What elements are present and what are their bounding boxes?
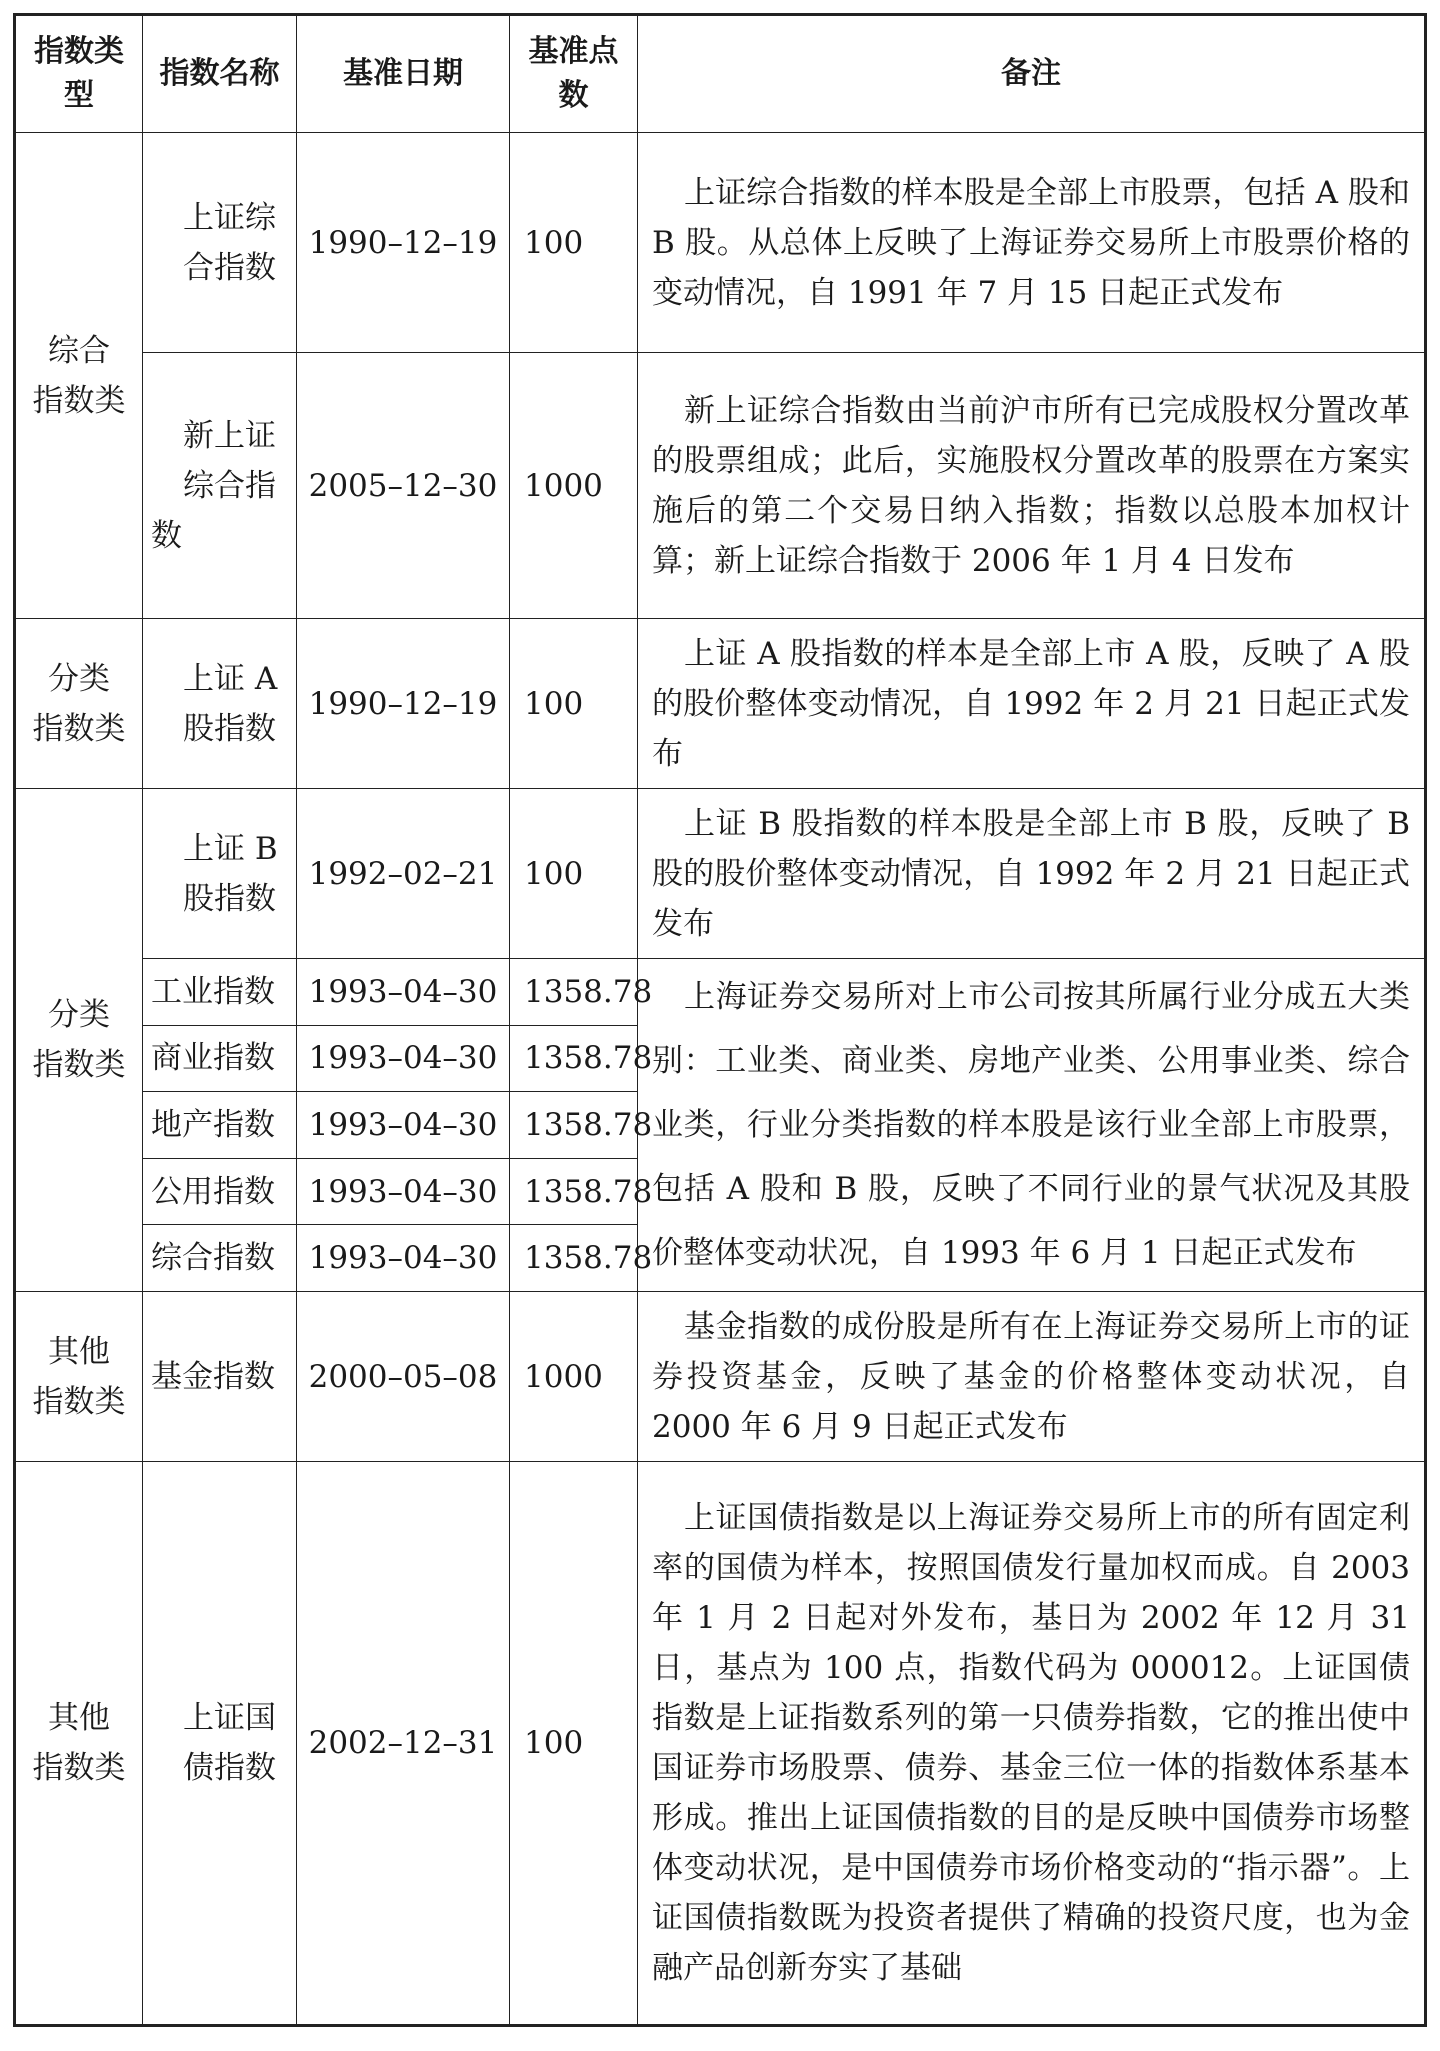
header-row: [15, 15, 1426, 133]
name-cell: [143, 789, 297, 959]
date-cell: 1993–04–30: [297, 959, 510, 1026]
cell-text-line: 综合指数: [151, 467, 276, 554]
cell-text-line: 点数: [558, 34, 619, 113]
points-cell: 1358.78: [510, 959, 638, 1026]
header-note: 备注: [638, 15, 1426, 133]
cell-text-line: 基准: [528, 34, 589, 69]
date-cell: 2002–12–31: [297, 1462, 510, 2026]
name-cell: [143, 619, 297, 789]
cell-text-line: 综合: [48, 332, 110, 369]
cell-text-line: 指数类: [32, 1750, 126, 1786]
cell-text-line: 日期: [403, 56, 463, 91]
type-cell: [15, 619, 143, 789]
type-cell: [15, 789, 143, 1292]
cell-text-line: 债指数: [183, 1750, 276, 1786]
name-cell: 地产指数: [143, 1092, 297, 1159]
cell-text-line: 股指数: [183, 710, 276, 747]
note-cell: 新上证综合指数由当前沪市所有已完成股权分置改革的股票组成；此后，实施股权分置改革的股票在方案实施后的第二个交易日纳入指数；指数以总股本加权计算；新上证综合指数于 2006 年 1 月 4 日发布: [638, 353, 1426, 619]
cell-text-line: 指数: [159, 56, 220, 91]
cell-text-line: 类型: [64, 34, 124, 113]
cell-text-line: 上证 A: [183, 660, 278, 697]
date-cell: 1993–04–30: [297, 1225, 510, 1292]
cell-text-line: 分类: [48, 997, 110, 1033]
type-cell: [15, 133, 143, 619]
header-type: [15, 15, 143, 133]
date-cell: 1990–12–19: [297, 619, 510, 789]
cell-text-line: 其他: [48, 1700, 110, 1736]
points-cell: 1000: [510, 353, 638, 619]
points-cell: 100: [510, 1462, 638, 2026]
cell-text-line: 上证 B: [183, 830, 278, 867]
date-cell: 1992–02–21: [297, 789, 510, 959]
cell-text-line: 上证国: [183, 1700, 276, 1736]
cell-text-line: 指数类: [32, 710, 126, 747]
note-cell: 上海证券交易所对上市公司按其所属行业分成五大类别：工业类、商业类、房地产业类、公用事业类、综合业类，行业分类指数的样本股是该行业全部上市股票，包括 A 股和 B 股，反映了不同行业的景气状况及其股价整体变动状况，自 1993 年 6 月 1 日起正式发布: [638, 959, 1426, 1292]
header-points: [510, 15, 638, 133]
points-cell: 100: [510, 789, 638, 959]
points-cell: 1000: [510, 1292, 638, 1462]
note-cell: 上证 A 股指数的样本是全部上市 A 股，反映了 A 股的股价整体变动情况，自 1992 年 2 月 21 日起正式发布: [638, 619, 1426, 789]
name-cell: [143, 353, 297, 619]
note-cell: 上证综合指数的样本股是全部上市股票，包括 A 股和 B 股。从总体上反映了上海证券交易所上市股票价格的变动情况，自 1991 年 7 月 15 日起正式发布: [638, 133, 1426, 353]
points-cell: 1358.78: [510, 1225, 638, 1292]
name-cell: 基金指数: [143, 1292, 297, 1462]
points-cell: 1358.78: [510, 1025, 638, 1092]
cell-text-line: 指数类: [32, 1047, 126, 1083]
date-cell: 2005–12–30: [297, 353, 510, 619]
points-cell: 100: [510, 619, 638, 789]
name-cell: [143, 1462, 297, 2026]
cell-text-line: 指数类: [32, 382, 126, 419]
table-row: [15, 789, 1426, 959]
cell-text-line: 指数类: [32, 1383, 126, 1420]
cell-text-line: 合指数: [183, 249, 276, 286]
table-row: [15, 133, 1426, 353]
points-cell: 100: [510, 133, 638, 353]
name-cell: 综合指数: [143, 1225, 297, 1292]
cell-text-line: 其他: [48, 1333, 110, 1370]
cell-text-line: 名称: [219, 56, 280, 91]
name-cell: 公用指数: [143, 1158, 297, 1225]
type-cell: [15, 1292, 143, 1462]
name-cell: 商业指数: [143, 1025, 297, 1092]
date-cell: 2000–05–08: [297, 1292, 510, 1462]
table-row: [15, 1292, 1426, 1462]
cell-text-line: 上证综: [183, 199, 276, 236]
cell-text-line: 新上证: [183, 417, 276, 454]
header-name: [143, 15, 297, 133]
date-cell: 1993–04–30: [297, 1158, 510, 1225]
note-cell: 上证国债指数是以上海证券交易所上市的所有固定利率的国债为样本，按照国债发行量加权而成。自 2003 年 1 月 2 日起对外发布，基日为 2002 年 12 月 31 日，基点为 100 点，指数代码为 000012。上证国债指数是上证指数系列的第一只债券指数，它的推出使中国证券市场股票、债券、基金三位一体的指数体系基本形成。推出上证国债指数的目的是反映中国债券市场整体变动状况，是中国债券市场价格变动的“指示器”。上证国债指数既为投资者提供了精确的投资尺度，也为金融产品创新夯实了基础: [638, 1462, 1426, 2026]
name-cell: 工业指数: [143, 959, 297, 1026]
table-row: [15, 619, 1426, 789]
cell-text-line: 分类: [48, 660, 110, 697]
table-row: [15, 353, 1426, 619]
name-cell: [143, 133, 297, 353]
points-cell: 1358.78: [510, 1092, 638, 1159]
cell-text-line: 基准: [343, 56, 403, 91]
date-cell: 1990–12–19: [297, 133, 510, 353]
note-cell: 上证 B 股指数的样本股是全部上市 B 股，反映了 B 股的股价整体变动情况，自 1992 年 2 月 21 日起正式发布: [638, 789, 1426, 959]
cell-text-line: 指数: [34, 34, 94, 69]
date-cell: 1993–04–30: [297, 1092, 510, 1159]
type-cell: [15, 1462, 143, 2026]
points-cell: 1358.78: [510, 1158, 638, 1225]
header-date: [297, 15, 510, 133]
index-table: [13, 13, 1427, 2027]
cell-text-line: 股指数: [183, 880, 276, 917]
date-cell: 1993–04–30: [297, 1025, 510, 1092]
table-row: [15, 959, 1426, 1026]
note-cell: 基金指数的成份股是所有在上海证券交易所上市的证券投资基金，反映了基金的价格整体变动状况，自 2000 年 6 月 9 日起正式发布: [638, 1292, 1426, 1462]
table-row: [15, 1462, 1426, 2026]
